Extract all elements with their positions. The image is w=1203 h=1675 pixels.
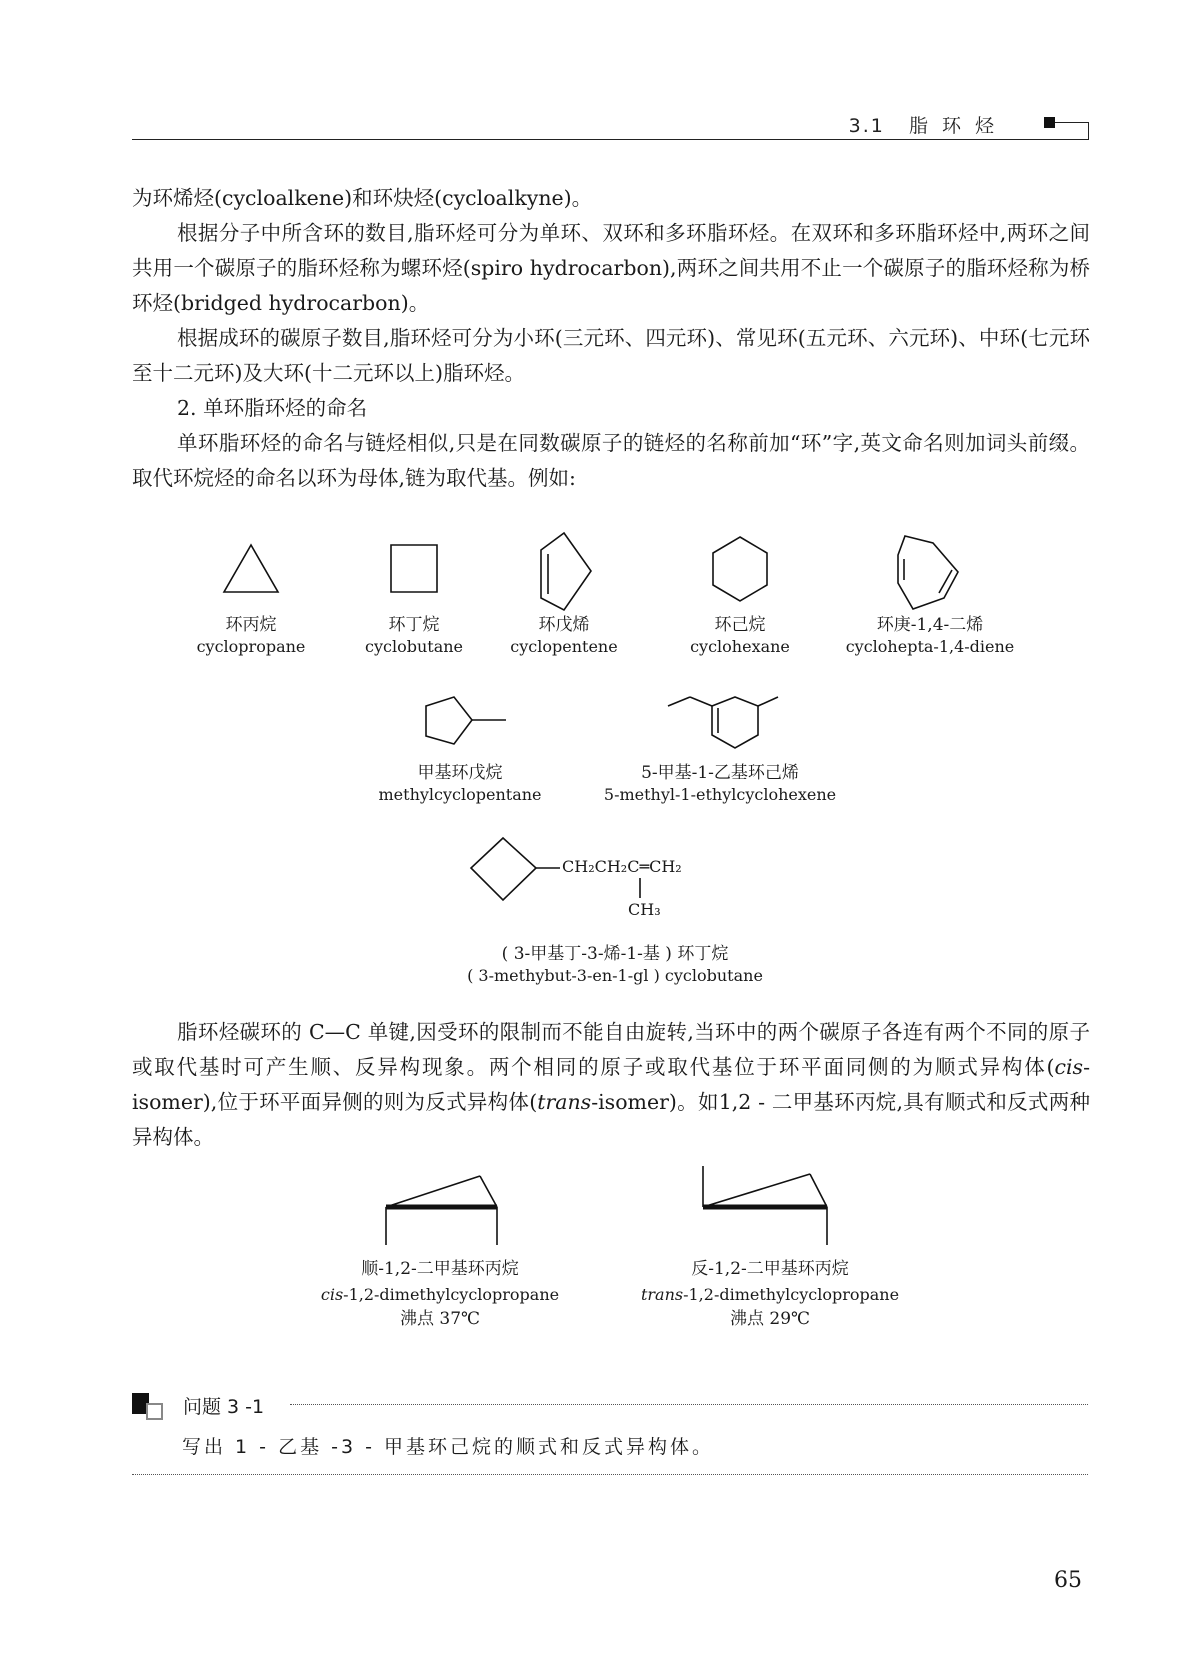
caption-en: methylcyclopentane — [378, 785, 542, 804]
caption-trans-isomer — [640, 1257, 900, 1332]
cyclopropane-structure — [224, 545, 278, 592]
cis-term: cis — [1054, 1055, 1084, 1079]
caption-en: cyclopropane — [196, 637, 306, 656]
chain-formula: CH₂CH₂C═CH₂ — [562, 857, 682, 876]
p5-text-c: -isomer)。如1,2 - 二甲基环丙烷,具有顺式和反式两种异构体。 — [132, 1090, 1090, 1149]
caption-zh: 环己烷 — [714, 615, 766, 635]
caption-zh: ( 3-甲基丁-3-烯-1-基 ) 环丁烷 — [501, 944, 729, 964]
isomer-name: -1,2-dimethylcyclopropane — [683, 1285, 900, 1304]
caption-en: ( 3-methybut-3-en-1-gl ) cyclobutane — [467, 966, 763, 985]
caption-methylethylcyclohexene — [600, 763, 840, 805]
cycloheptadiene-structure — [898, 536, 958, 609]
p5-text-a: 脂环烃碳环的 C—C 单键,因受环的限制而不能自由旋转,当环中的两个碳原子各连有两个不同的原子或取代基时可产生顺、反异构现象。两个相同的原子或取代基位于环平面同侧的为顺式异构体( — [132, 1020, 1090, 1079]
caption-cyclohexane — [670, 615, 810, 657]
page-number: 65 — [1054, 1568, 1082, 1593]
boiling-point: 沸点 37℃ — [399, 1309, 481, 1329]
question-dotted-rule — [290, 1404, 1088, 1405]
caption-en: cyclobutane — [365, 637, 463, 656]
isomer-name: -1,2-dimethylcyclopropane — [343, 1285, 560, 1304]
question-bottom-rule — [132, 1474, 1088, 1475]
methylethylcyclohexene-structure — [668, 697, 778, 748]
caption-en: cyclohexane — [690, 637, 790, 656]
cyclopentene-structure — [541, 533, 591, 610]
methylcyclopentane-structure — [426, 697, 506, 744]
branch-formula: CH₃ — [628, 900, 661, 919]
caption-zh: 环丁烷 — [388, 615, 440, 635]
isomer-prefix: cis — [320, 1285, 344, 1304]
caption-zh: 甲基环戊烷 — [417, 763, 503, 783]
caption-cis-isomer — [320, 1257, 560, 1332]
caption-en — [640, 1282, 900, 1307]
caption-zh: 反-1,2-二甲基环丙烷 — [691, 1259, 849, 1279]
p5-text-b: -isomer),位于环平面异侧的则为反式异构体( — [132, 1055, 1090, 1114]
paragraph-3: 根据成环的碳原子数目,脂环烃可分为小环(三元环、四元环)、常见环(五元环、六元环)、中环(七元环至十二元环)及大环(十二元环以上)脂环烃。 — [132, 326, 1090, 385]
paragraph-4: 单环脂环烃的命名与链烃相似,只是在同数碳原子的链烃的名称前加“环”字,英文命名则加词头前缀。取代环烷烃的命名以环为母体,链为取代基。例如: — [132, 431, 1090, 490]
caption-zh: 顺-1,2-二甲基环丙烷 — [361, 1259, 519, 1279]
question-text: 写出 1 - 乙基 -3 - 甲基环己烷的顺式和反式异构体。 — [182, 1436, 714, 1458]
section-title: 脂环烃 — [908, 115, 1008, 137]
caption-en — [320, 1282, 560, 1307]
heading-naming: 2. 单环脂环烃的命名 — [177, 396, 368, 420]
caption-zh: 环丙烷 — [225, 615, 277, 635]
caption-zh: 环庚-1,4-二烯 — [876, 615, 984, 635]
question-icon-overlay — [146, 1403, 163, 1420]
boiling-point: 沸点 29℃ — [729, 1309, 811, 1329]
caption-cyclopropane — [181, 615, 321, 657]
section-number: 3.1 — [848, 115, 885, 137]
trans-term: trans — [537, 1090, 592, 1114]
caption-cyclopentene — [494, 615, 634, 657]
cis-dimethylcyclopropane-structure — [386, 1176, 497, 1245]
question-title: 问题 3 -1 — [183, 1396, 265, 1418]
caption-zh: 环戊烯 — [538, 615, 590, 635]
caption-cyclobutane — [344, 615, 484, 657]
caption-en: 5-methyl-1-ethylcyclohexene — [603, 785, 837, 804]
cyclobutane-structure — [391, 545, 437, 592]
caption-cyclobutyl-substituent — [440, 944, 790, 986]
isomer-prefix: trans — [640, 1285, 684, 1304]
paragraph-5 — [132, 1015, 1090, 1155]
caption-cycloheptadiene — [830, 615, 1030, 657]
paragraph-2: 根据分子中所含环的数目,脂环烃可分为单环、双环和多环脂环烃。在双环和多环脂环烃中,两环之间共用一个碳原子的脂环烃称为螺环烃(spiro hydrocarbon),两环之间共用不止一个碳原子的脂环烃称为桥环烃(bridged hydrocarbon)。 — [132, 221, 1090, 315]
caption-methylcyclopentane — [370, 763, 550, 805]
caption-en: cyclopentene — [510, 637, 618, 656]
cyclohexane-structure — [713, 537, 767, 601]
caption-zh: 5-甲基-1-乙基环己烯 — [641, 763, 799, 783]
caption-en: cyclohepta-1,4-diene — [845, 637, 1015, 656]
paragraph-1: 为环烯烃(cycloalkene)和环炔烃(cycloalkyne)。 — [132, 186, 593, 210]
trans-dimethylcyclopropane-structure — [703, 1166, 827, 1245]
